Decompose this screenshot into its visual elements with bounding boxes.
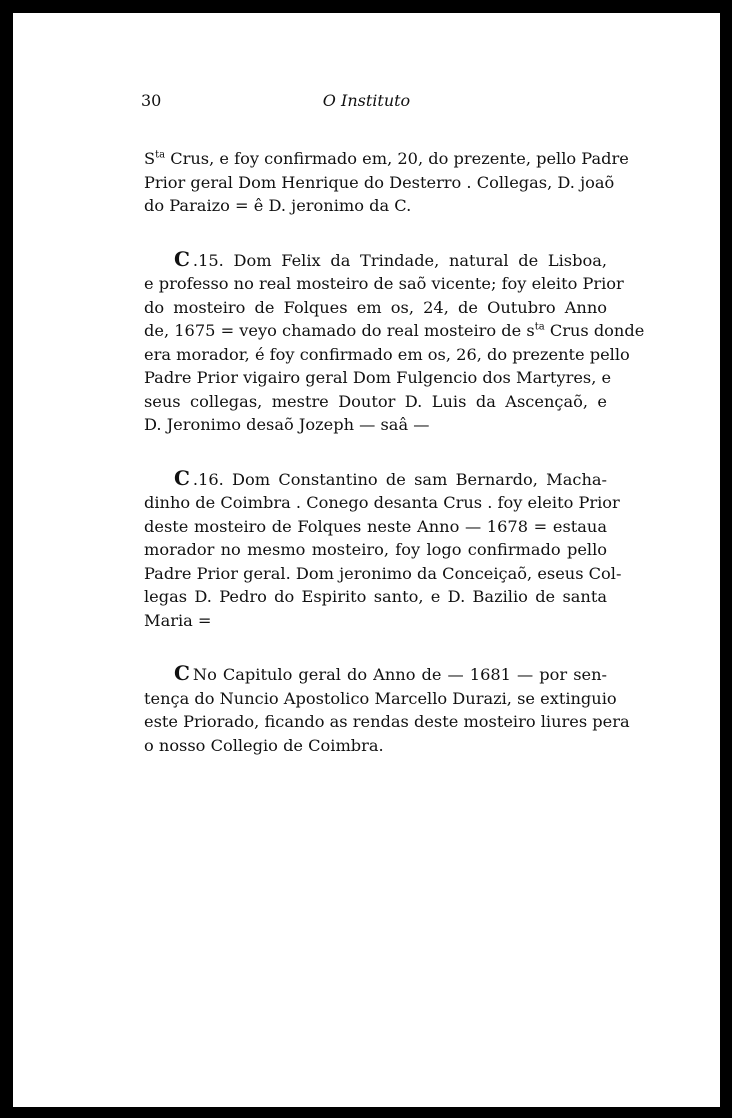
abbrev-prefix: S — [144, 149, 156, 168]
paragraph — [144, 147, 629, 218]
book-page — [13, 13, 720, 1107]
text-line: o nosso Collegio de Coimbra. — [144, 735, 384, 755]
text-line: D. Jeronimo desaõ Jozeph — saâ — — [144, 415, 430, 434]
line-text: .15. Dom Felix da Trindade, natural de Lisboa, — [192, 250, 607, 270]
line-text: Crus donde — [544, 321, 645, 340]
text-line — [144, 248, 607, 273]
text-line: seus collegas, mestre Doutor D. Luis da Ascençaõ, e — [144, 391, 607, 411]
crop-mark-top-right — [726, 0, 732, 6]
text-line: este Priorado, ficando as rendas deste mosteiro liures pera — [144, 712, 630, 731]
text-line: do Paraizo = ê D. jeronimo da C. — [144, 196, 412, 215]
paragraph — [144, 465, 622, 633]
text-line — [144, 467, 607, 492]
text-line: Prior geral Dom Henrique do Desterro . Collegas, D. joaõ — [144, 172, 615, 192]
pilcrow-icon: Ⅽ — [174, 465, 190, 490]
page-header — [141, 91, 592, 111]
abbrev-superscript: ta — [155, 149, 166, 161]
text-line — [144, 319, 645, 343]
text-line: morador no mesmo mosteiro, foy logo confirmado pello — [144, 540, 607, 559]
line-text: de, 1675 = veyo chamado do real mosteiro de s — [144, 321, 535, 340]
pilcrow-icon: Ⅽ — [174, 661, 190, 685]
text-line: e professo no real mosteiro de saõ vicente; foy eleito Prior — [144, 274, 624, 293]
text-line — [144, 147, 629, 171]
text-line: deste mosteiro de Folques neste Anno — 1678 = estaua — [144, 516, 607, 536]
abbrev-superscript: ta — [534, 321, 545, 333]
text-line: do mosteiro de Folques em os, 24, de Outubro Anno — [144, 297, 607, 317]
crop-mark-top-left — [0, 0, 6, 6]
pilcrow-icon: Ⅽ — [174, 246, 190, 271]
text-line: legas D. Pedro do Espirito santo, e D. Bazilio de santa — [144, 587, 607, 606]
text-line: Maria = — [144, 610, 212, 630]
text-line: tença do Nuncio Apostolico Marcello Durazi, se extinguio — [144, 688, 617, 708]
text-line: Padre Prior vigairo geral Dom Fulgencio dos Martyres, e — [144, 368, 612, 387]
text-line: dinho de Coimbra . Conego desanta Crus . foy eleito Prior — [144, 493, 620, 512]
text-line — [144, 662, 607, 687]
text-line: Padre Prior geral. Dom jeronimo da Conceiçaõ, eseus Col- — [144, 563, 622, 583]
paragraph — [144, 661, 630, 757]
page-number: 30 — [141, 91, 162, 110]
line-text: .16. Dom Constantino de sam Bernardo, Macha- — [192, 469, 607, 489]
line-text: Crus, e foy confirmado em, 20, do prezente, pello Padre — [170, 149, 629, 168]
page-body — [144, 147, 645, 787]
line-text: No Capitulo geral do Anno de — 1681 — por sen- — [192, 665, 607, 684]
text-line: era morador, é foy confirmado em os, 26, do prezente pello — [144, 344, 630, 364]
paragraph — [144, 246, 645, 437]
running-title: O Instituto — [322, 91, 411, 110]
